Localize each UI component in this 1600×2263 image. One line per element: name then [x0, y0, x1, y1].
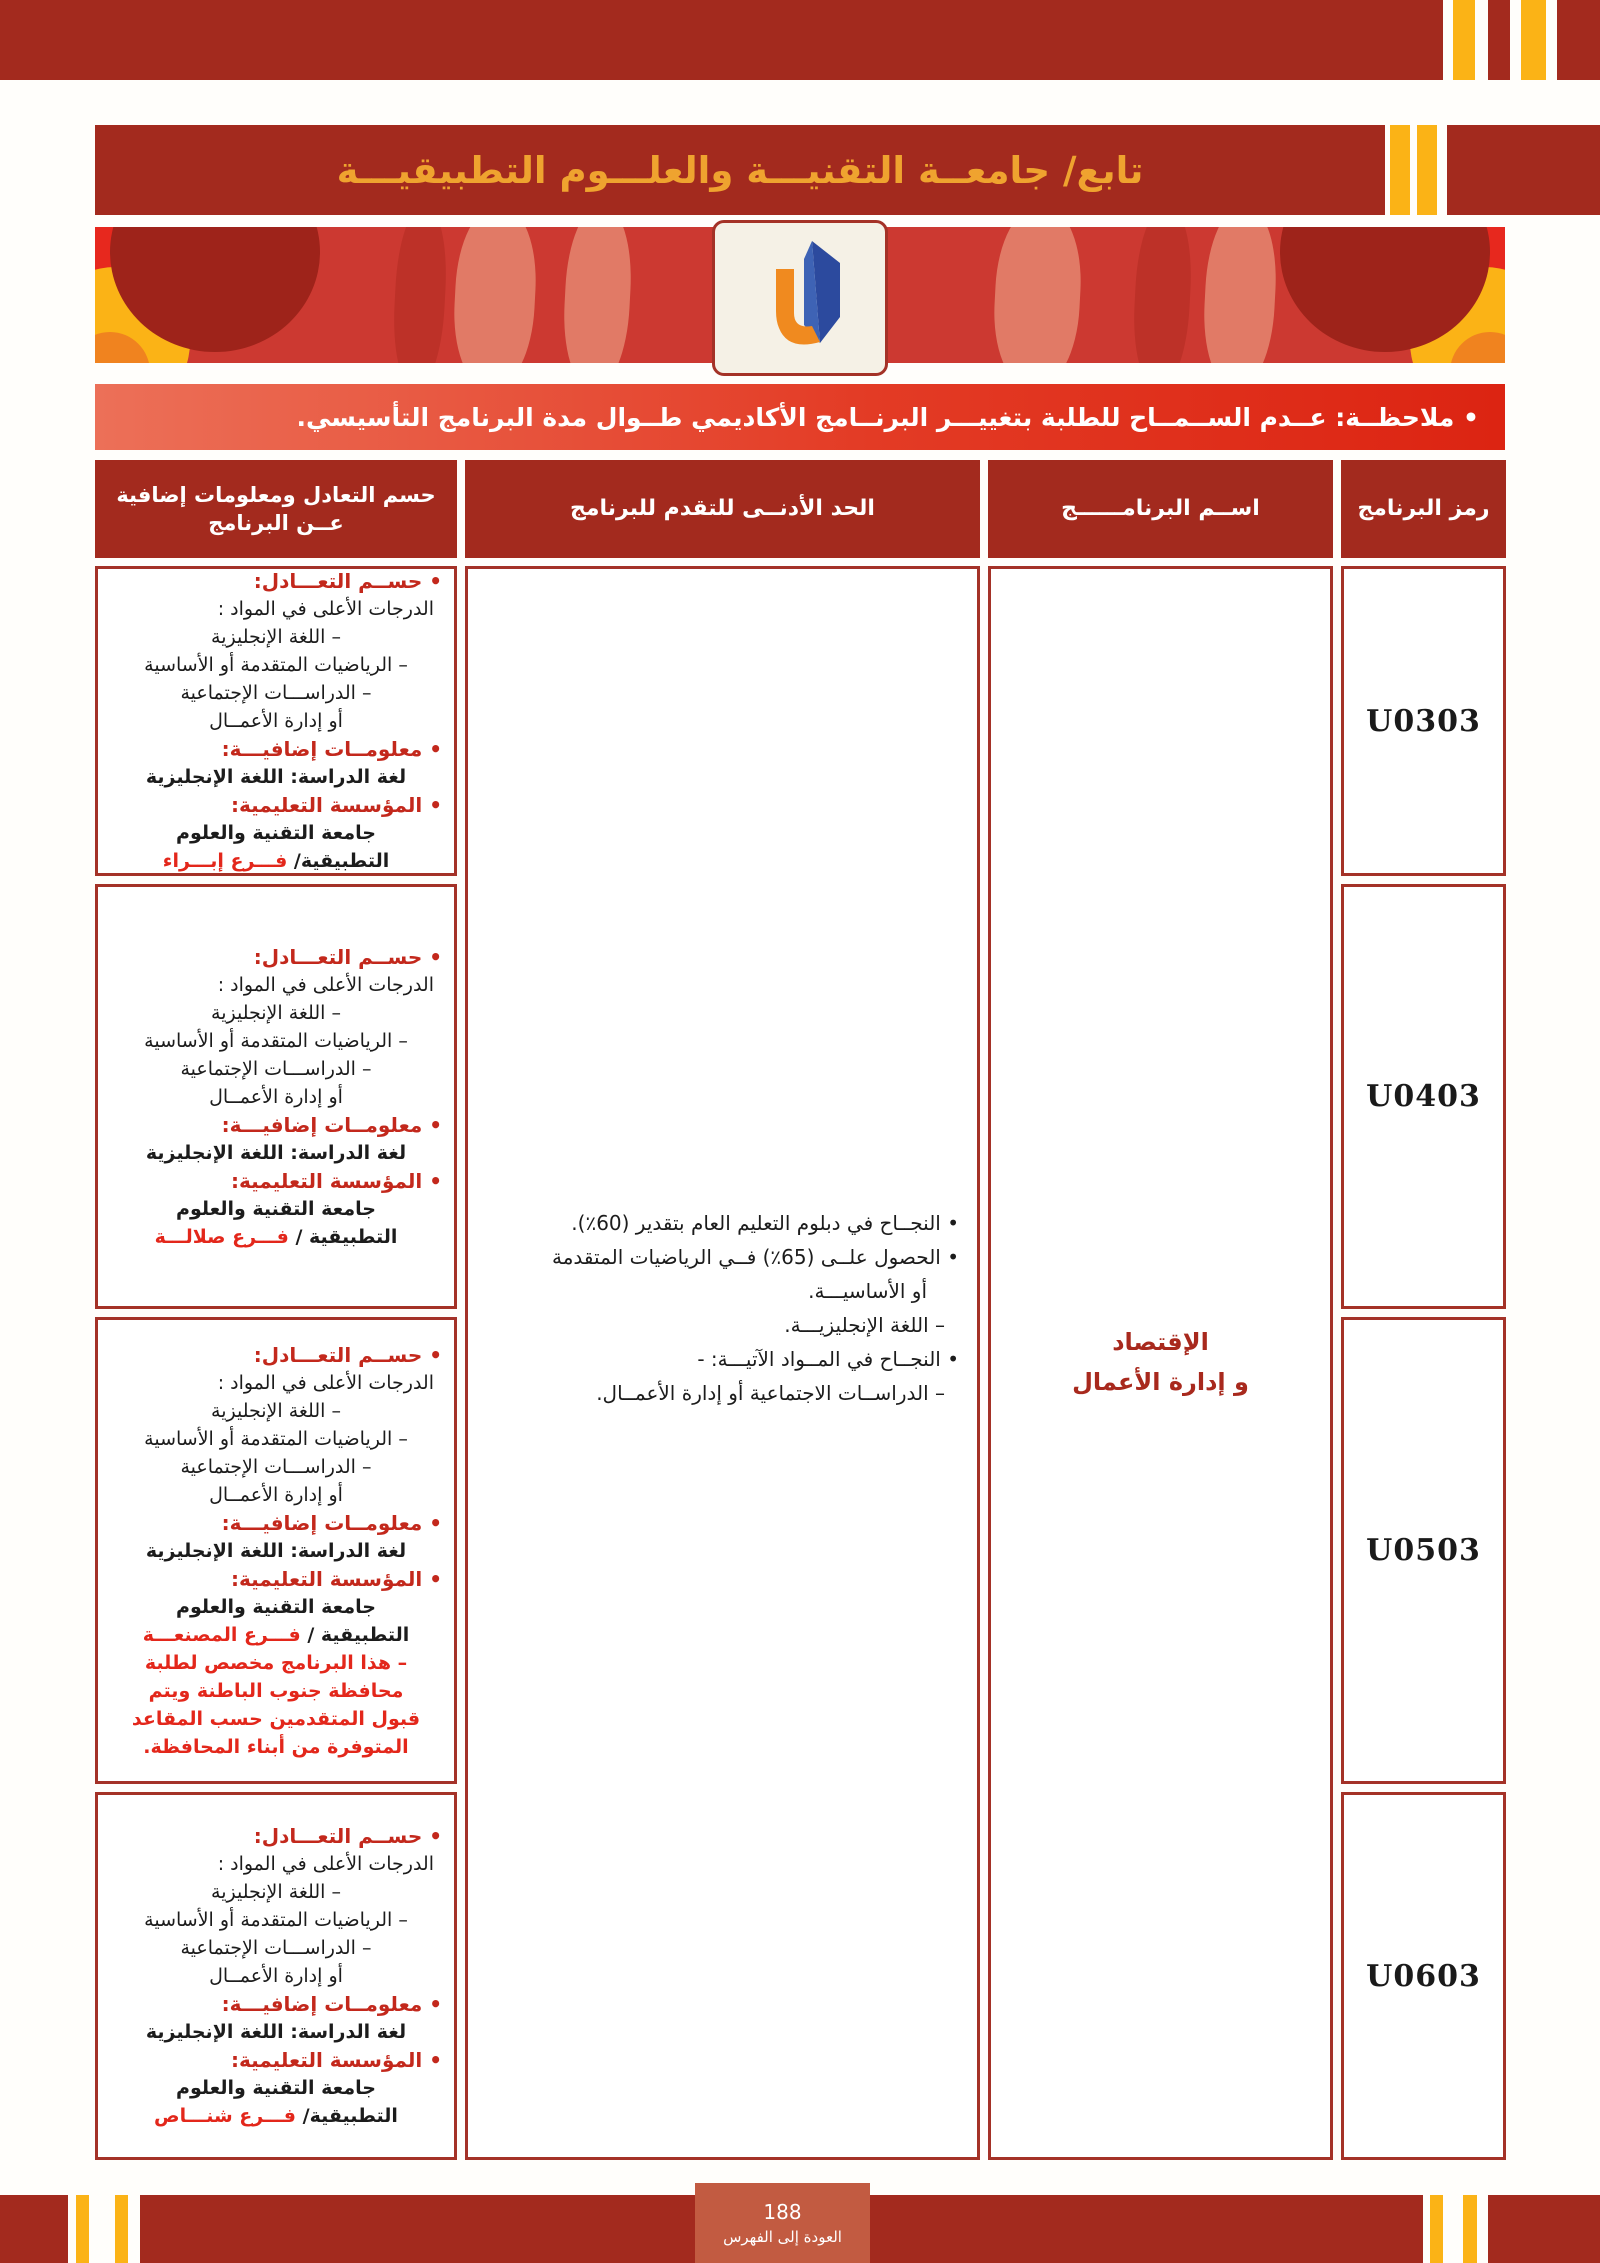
tiebreak-line: – اللغة الإنجليزية — [211, 1001, 341, 1024]
program-note-line: محافظة جنوب الباطنة ويتم — [148, 1679, 404, 1702]
branch-prefix: التطبيقية/ — [302, 2105, 398, 2127]
program-note-line: المتوفرة من أبناء المحافظة. — [143, 1735, 409, 1758]
tiebreak-line: – الرياضيات المتقدمة أو الأساسية — [144, 1909, 408, 1931]
branch-name: فـــرع صلالـــة — [154, 1225, 289, 1248]
col-header-min-requirements: الحد الأدنــى للتقدم للبرنامج — [465, 460, 980, 558]
tiebreak-info-cell — [95, 884, 457, 1309]
program-name-line: و إدارة الأعمال — [1072, 1368, 1249, 1396]
col-header-tiebreak-info: حسم التعادل ومعلومات إضافية عــن البرنامج — [95, 460, 457, 558]
tiebreak-line: الدرجات الأعلى في المواد : — [217, 1853, 434, 1875]
tiebreak-line: الدرجات الأعلى في المواد : — [217, 598, 434, 620]
study-language-line: لغة الدراسة: اللغة الإنجليزية — [145, 1141, 407, 1164]
program-code-cell: U0503 — [1341, 1317, 1506, 1784]
tiebreak-line: أو إدارة الأعمــال — [209, 710, 343, 732]
tiebreak-info-cell — [95, 1317, 457, 1784]
program-code-cell: U0603 — [1341, 1792, 1506, 2160]
col-header-program-code: رمز البرنامج — [1341, 460, 1506, 558]
program-code-cell: U0303 — [1341, 566, 1506, 876]
banner-streak — [450, 227, 539, 363]
institution-heading: • المؤسسة التعليمية: — [230, 1168, 442, 1193]
top-bar-red-main — [0, 0, 1443, 80]
utas-logo-card — [712, 220, 888, 376]
branch-line — [110, 1223, 442, 1251]
banner-streak — [1130, 227, 1194, 363]
study-language-line: لغة الدراسة: اللغة الإنجليزية — [145, 1539, 407, 1562]
page-title: تابع/ جامعــة التقنيـــة والعلـــوم التطبيقيـــة — [336, 148, 1144, 192]
additional-info-heading: • معلومــات إضافيـــة: — [221, 1112, 442, 1137]
top-bar-red-stripe — [1488, 0, 1510, 80]
utas-logo — [754, 239, 846, 357]
title-bar-yellow-stripe-1 — [1390, 125, 1410, 215]
footer-yellow-stripe-1 — [76, 2195, 89, 2263]
footer-red-cap-left — [0, 2195, 68, 2263]
note-text: • ملاحظــة: عــدم الســمــاح للطلبة بتغييـــر البرنــامج الأكاديمي طــوال مدة البرنامج التأسيسي. — [296, 402, 1479, 432]
tiebreak-line: – الدراســـات الإجتماعية — [180, 1937, 372, 1959]
col-header-program-name: اســم البرنامــــــج — [988, 460, 1333, 558]
tiebreak-line: الدرجات الأعلى في المواد : — [217, 1371, 434, 1394]
tiebreak-line: أو إدارة الأعمــال — [209, 1483, 343, 1506]
branch-name: فـــرع إبـــراء — [162, 850, 288, 872]
tiebreak-heading: • حســم التعـــادل: — [253, 944, 442, 969]
program-name-line: الإقتصاد — [1112, 1328, 1209, 1357]
program-code-cell: U0403 — [1341, 884, 1506, 1309]
branch-line — [110, 847, 442, 875]
branch-name: فـــرع المصنعـــة — [142, 1623, 301, 1646]
min-req-line: • النجــاح في المــواد الآتيـــة: - — [697, 1347, 959, 1371]
banner-streak — [990, 227, 1084, 363]
banner-corner-left — [95, 227, 335, 363]
programs-table — [95, 460, 1506, 2160]
tiebreak-line: – الدراســـات الإجتماعية — [180, 1057, 372, 1080]
branch-prefix: التطبيقية / — [307, 1623, 410, 1646]
page-number: 188 — [763, 2200, 802, 2224]
footer-yellow-stripe-4 — [1463, 2195, 1477, 2263]
institution-line: جامعة التقنية والعلوم — [176, 822, 376, 844]
tiebreak-heading: • حســم التعـــادل: — [253, 1342, 442, 1367]
tiebreak-info-cell — [95, 1792, 457, 2160]
footer-yellow-stripe-3 — [1430, 2195, 1443, 2263]
tiebreak-heading: • حســم التعـــادل: — [253, 1824, 442, 1848]
top-bar-yellow-stripe-2 — [1521, 0, 1546, 80]
institution-line: جامعة التقنية والعلوم — [176, 1197, 376, 1220]
tiebreak-line: – اللغة الإنجليزية — [211, 1399, 341, 1422]
tiebreak-line: – الدراســـات الإجتماعية — [180, 1455, 372, 1478]
top-bar-yellow-stripe-1 — [1453, 0, 1475, 80]
institution-heading: • المؤسسة التعليمية: — [230, 2048, 442, 2072]
study-language-line: لغة الدراسة: اللغة الإنجليزية — [145, 766, 407, 788]
title-bar — [95, 125, 1385, 215]
banner-streak — [390, 227, 449, 363]
additional-info-heading: • معلومــات إضافيـــة: — [221, 1510, 442, 1535]
program-note-line: قبول المتقدمين حسب المقاعد — [131, 1707, 421, 1730]
institution-heading: • المؤسسة التعليمية: — [230, 1566, 442, 1591]
tiebreak-line: أو إدارة الأعمــال — [209, 1085, 343, 1108]
min-req-line: • الحصول علــى (65٪) فــي الرياضيات المتقدمة — [552, 1245, 959, 1269]
institution-line: جامعة التقنية والعلوم — [176, 2077, 376, 2099]
tiebreak-line: أو إدارة الأعمــال — [209, 1965, 343, 1987]
min-req-line: – اللغة الإنجليزيـــة. — [784, 1313, 945, 1337]
min-req-line: • النجــاح في دبلوم التعليم العام بتقدير (60٪). — [571, 1211, 959, 1235]
branch-line — [110, 1621, 442, 1649]
additional-info-heading: • معلومــات إضافيـــة: — [221, 1992, 442, 2016]
branch-prefix: التطبيقية / — [295, 1225, 398, 1248]
branch-line — [110, 2102, 442, 2130]
footer-yellow-stripe-2 — [115, 2195, 128, 2263]
min-req-line: – الدراســات الاجتماعية أو إدارة الأعمــال. — [596, 1381, 945, 1405]
branch-name: فـــرع شنـــاص — [154, 2105, 296, 2127]
tiebreak-line: – اللغة الإنجليزية — [211, 626, 341, 648]
back-to-index-link[interactable]: العودة إلى الفهرس — [723, 2228, 842, 2246]
tiebreak-line: – اللغة الإنجليزية — [211, 1881, 341, 1903]
additional-info-heading: • معلومــات إضافيـــة: — [221, 737, 442, 761]
note-bar — [95, 384, 1505, 450]
footer-red-cap-right — [1488, 2195, 1600, 2263]
tiebreak-line: – الرياضيات المتقدمة أو الأساسية — [144, 654, 408, 676]
banner-streak — [560, 227, 634, 363]
footer-center-tab — [695, 2183, 870, 2263]
institution-line: جامعة التقنية والعلوم — [176, 1595, 376, 1618]
min-req-line: أو الأساسيـــة. — [808, 1279, 927, 1303]
top-bar-red-cap — [1557, 0, 1600, 80]
program-note-line: – هذا البرنامج مخصص لطلبة — [144, 1651, 408, 1674]
banner — [95, 227, 1505, 363]
program-name-cell — [988, 566, 1333, 2160]
tiebreak-info-cell — [95, 566, 457, 876]
tiebreak-heading: • حســم التعـــادل: — [253, 569, 442, 593]
title-bar-yellow-stripe-2 — [1417, 125, 1437, 215]
tiebreak-line: – الرياضيات المتقدمة أو الأساسية — [144, 1427, 408, 1450]
min-requirements-cell — [465, 566, 980, 2160]
branch-prefix: التطبيقية/ — [293, 850, 390, 872]
study-language-line: لغة الدراسة: اللغة الإنجليزية — [145, 2021, 407, 2043]
banner-corner-right — [1265, 227, 1505, 363]
tiebreak-line: الدرجات الأعلى في المواد : — [217, 973, 434, 996]
tiebreak-line: – الرياضيات المتقدمة أو الأساسية — [144, 1029, 408, 1052]
tiebreak-line: – الدراســـات الإجتماعية — [180, 682, 372, 704]
title-bar-red-cap — [1447, 125, 1600, 215]
institution-heading: • المؤسسة التعليمية: — [230, 793, 442, 817]
